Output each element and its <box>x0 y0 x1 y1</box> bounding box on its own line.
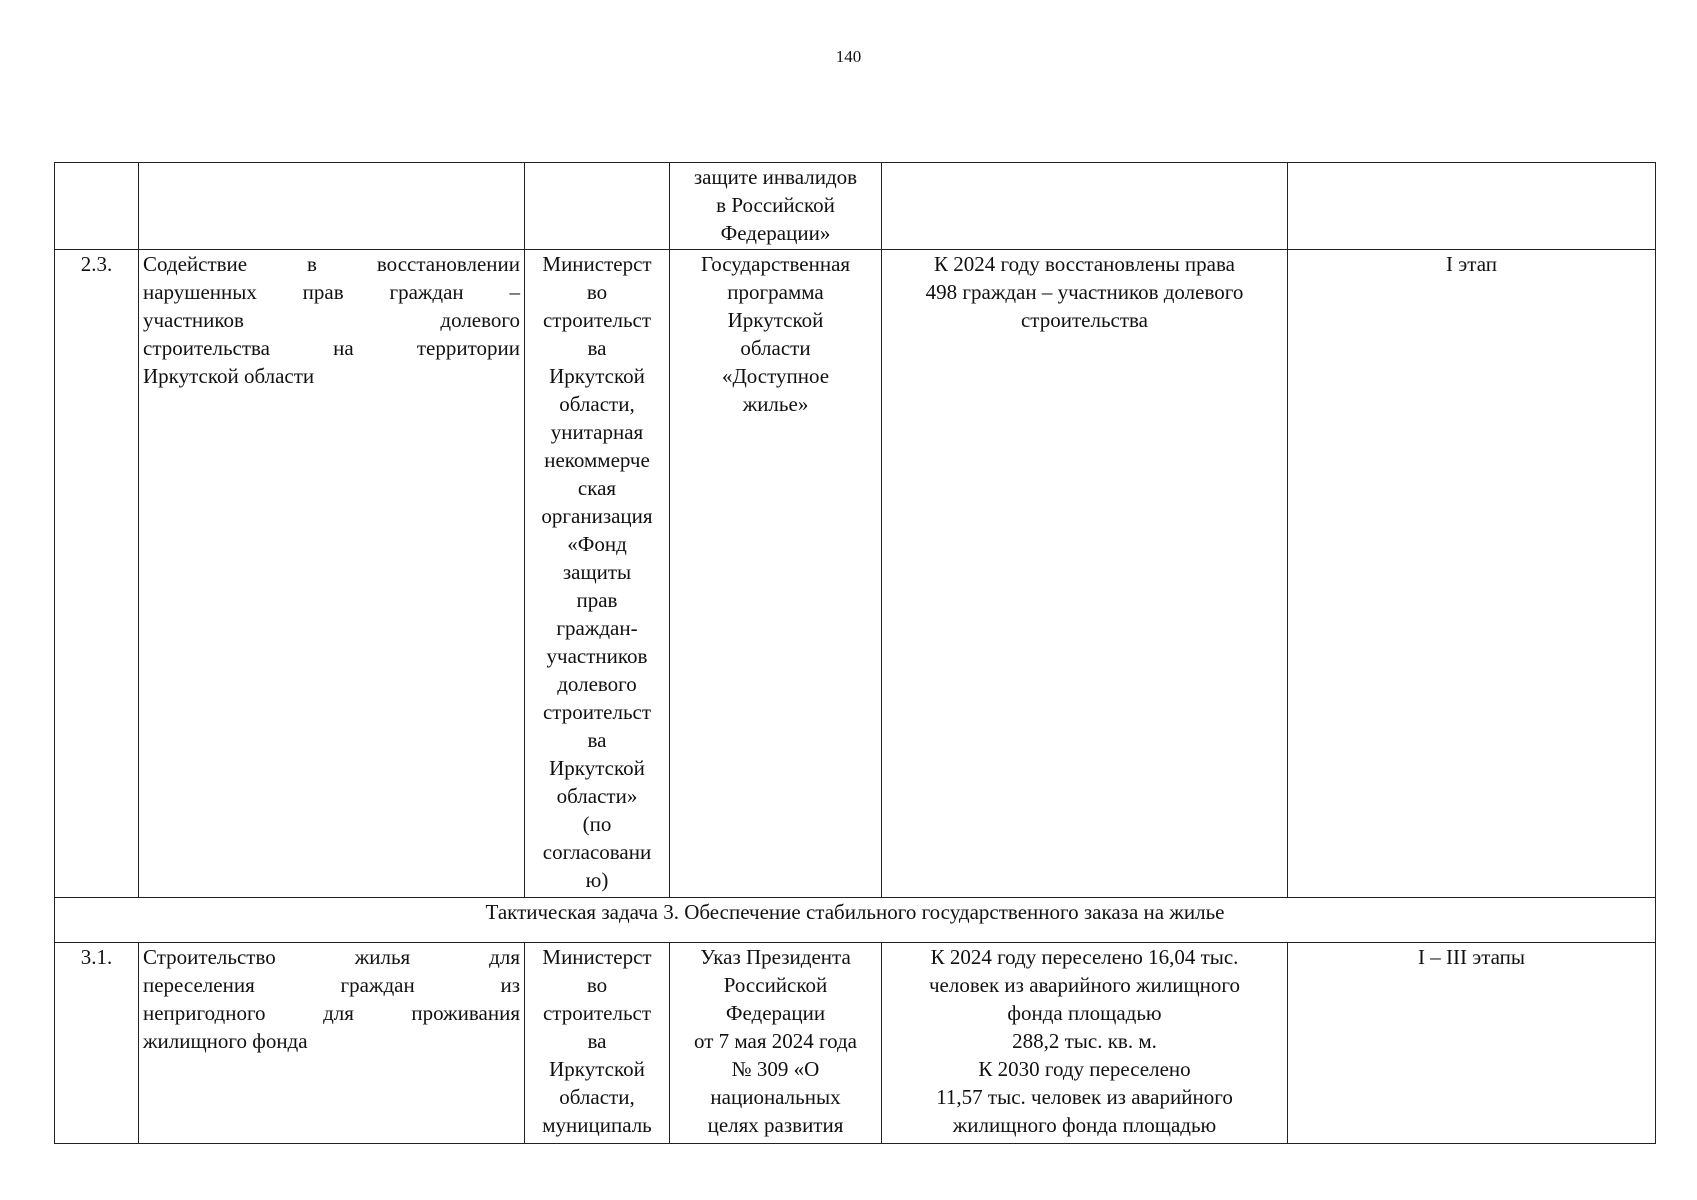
table-row <box>55 250 1656 898</box>
basis-line: Указ Президента <box>700 945 851 969</box>
description-line: Строительство жилья для <box>143 945 520 969</box>
executor-line: унитарная <box>550 420 644 444</box>
executor-line: муниципаль <box>542 1113 652 1137</box>
executor-line: ва <box>587 1029 607 1053</box>
row-number-cell <box>55 163 139 250</box>
table-row <box>55 943 1656 1144</box>
executor-line: (по <box>582 812 612 836</box>
description-line: Иркутской области <box>143 364 315 388</box>
page-number: 140 <box>835 47 862 66</box>
executor-line: Министерст <box>542 252 652 276</box>
table-row <box>55 898 1656 943</box>
basis-line: целях развития <box>707 1113 844 1137</box>
executor-line: согласовани <box>542 840 652 864</box>
result-line: 498 граждан – участников долевого <box>925 280 1244 304</box>
result-line: К 2024 году переселено 16,04 тыс. <box>930 945 1239 969</box>
executor-line: Иркутской <box>549 364 645 388</box>
executor-line: участников <box>546 644 648 668</box>
executor-line: во <box>586 973 608 997</box>
executor-line: во <box>586 280 608 304</box>
basis-line: Российской <box>723 973 828 997</box>
stage-cell: I этап <box>1288 250 1656 898</box>
basis-line: Иркутской <box>727 308 824 332</box>
result-line: строительства <box>1020 308 1148 332</box>
executor-line: защиты <box>562 560 632 584</box>
executor-line: области, <box>559 392 635 416</box>
basis-line: национальных <box>710 1085 841 1109</box>
basis-line: области <box>740 336 811 360</box>
basis-cell <box>670 163 882 250</box>
executor-line: ская <box>577 476 617 500</box>
executor-line: области» <box>556 784 638 808</box>
stage-cell <box>1288 163 1656 250</box>
result-cell <box>882 250 1288 898</box>
result-line: человек из аварийного жилищного <box>928 973 1240 997</box>
description-cell <box>139 250 525 898</box>
table-row <box>55 163 1656 250</box>
executor-line: организация <box>541 504 653 528</box>
description-line: переселения граждан из <box>143 973 520 997</box>
executor-line: долевого <box>557 672 637 696</box>
row-number-cell: 2.3. <box>55 250 139 898</box>
executor-line: Министерст <box>542 945 652 969</box>
executor-cell <box>525 163 670 250</box>
executor-line: строительст <box>542 308 652 332</box>
executor-line: некоммерче <box>544 448 650 472</box>
basis-line: № 309 «О <box>731 1057 820 1081</box>
description-line: нарушенных прав граждан – <box>143 280 520 304</box>
description-cell <box>139 163 525 250</box>
basis-line: программа <box>727 280 824 304</box>
result-line: К 2024 году восстановлены права <box>934 252 1235 276</box>
description-line: жилищного фонда <box>143 1029 308 1053</box>
description-line: Содействие в восстановлении <box>143 252 520 276</box>
basis-line: от 7 мая 2024 года <box>693 1029 858 1053</box>
result-line: 288,2 тыс. кв. м. <box>1012 1029 1157 1053</box>
stage-cell: I – III этапы <box>1288 943 1656 1144</box>
tactical-task-heading: Тактическая задача 3. Обеспечение стабильного государственного заказа на жилье <box>55 898 1656 943</box>
executor-line: строительст <box>542 700 652 724</box>
result-cell <box>882 943 1288 1144</box>
executor-line: области, <box>559 1085 635 1109</box>
executor-line: строительст <box>542 1001 652 1025</box>
executor-line: граждан- <box>556 616 638 640</box>
basis-cell <box>670 943 882 1144</box>
result-line: фонда площадью <box>1007 1001 1162 1025</box>
basis-cell <box>670 250 882 898</box>
executor-line: ва <box>587 728 607 752</box>
basis-line: в Российской <box>716 193 835 217</box>
executor-cell <box>525 943 670 1144</box>
measures-table <box>54 162 1656 1144</box>
description-line: непригодного для проживания <box>143 1001 520 1025</box>
basis-line: Федерации» <box>720 221 831 245</box>
description-cell <box>139 943 525 1144</box>
description-line: участников долевого <box>143 308 520 332</box>
row-number-cell: 3.1. <box>55 943 139 1144</box>
executor-line: Иркутской <box>549 1057 645 1081</box>
result-line: 11,57 тыс. человек из аварийного <box>936 1085 1233 1109</box>
basis-line: жилье» <box>742 392 809 416</box>
basis-line: Государственная <box>700 252 851 276</box>
basis-line: защите инвалидов <box>693 165 858 189</box>
executor-cell <box>525 250 670 898</box>
executor-line: прав <box>576 588 618 612</box>
description-line: строительства на территории <box>143 336 520 360</box>
result-cell <box>882 163 1288 250</box>
basis-line: Федерации <box>725 1001 826 1025</box>
result-line: жилищного фонда площадью <box>952 1113 1217 1137</box>
executor-line: Иркутской <box>549 756 645 780</box>
executor-line: ю) <box>585 868 609 892</box>
basis-line: «Доступное <box>721 364 830 388</box>
executor-line: ва <box>587 336 607 360</box>
result-line: К 2030 году переселено <box>978 1057 1191 1081</box>
executor-line: «Фонд <box>567 532 627 556</box>
